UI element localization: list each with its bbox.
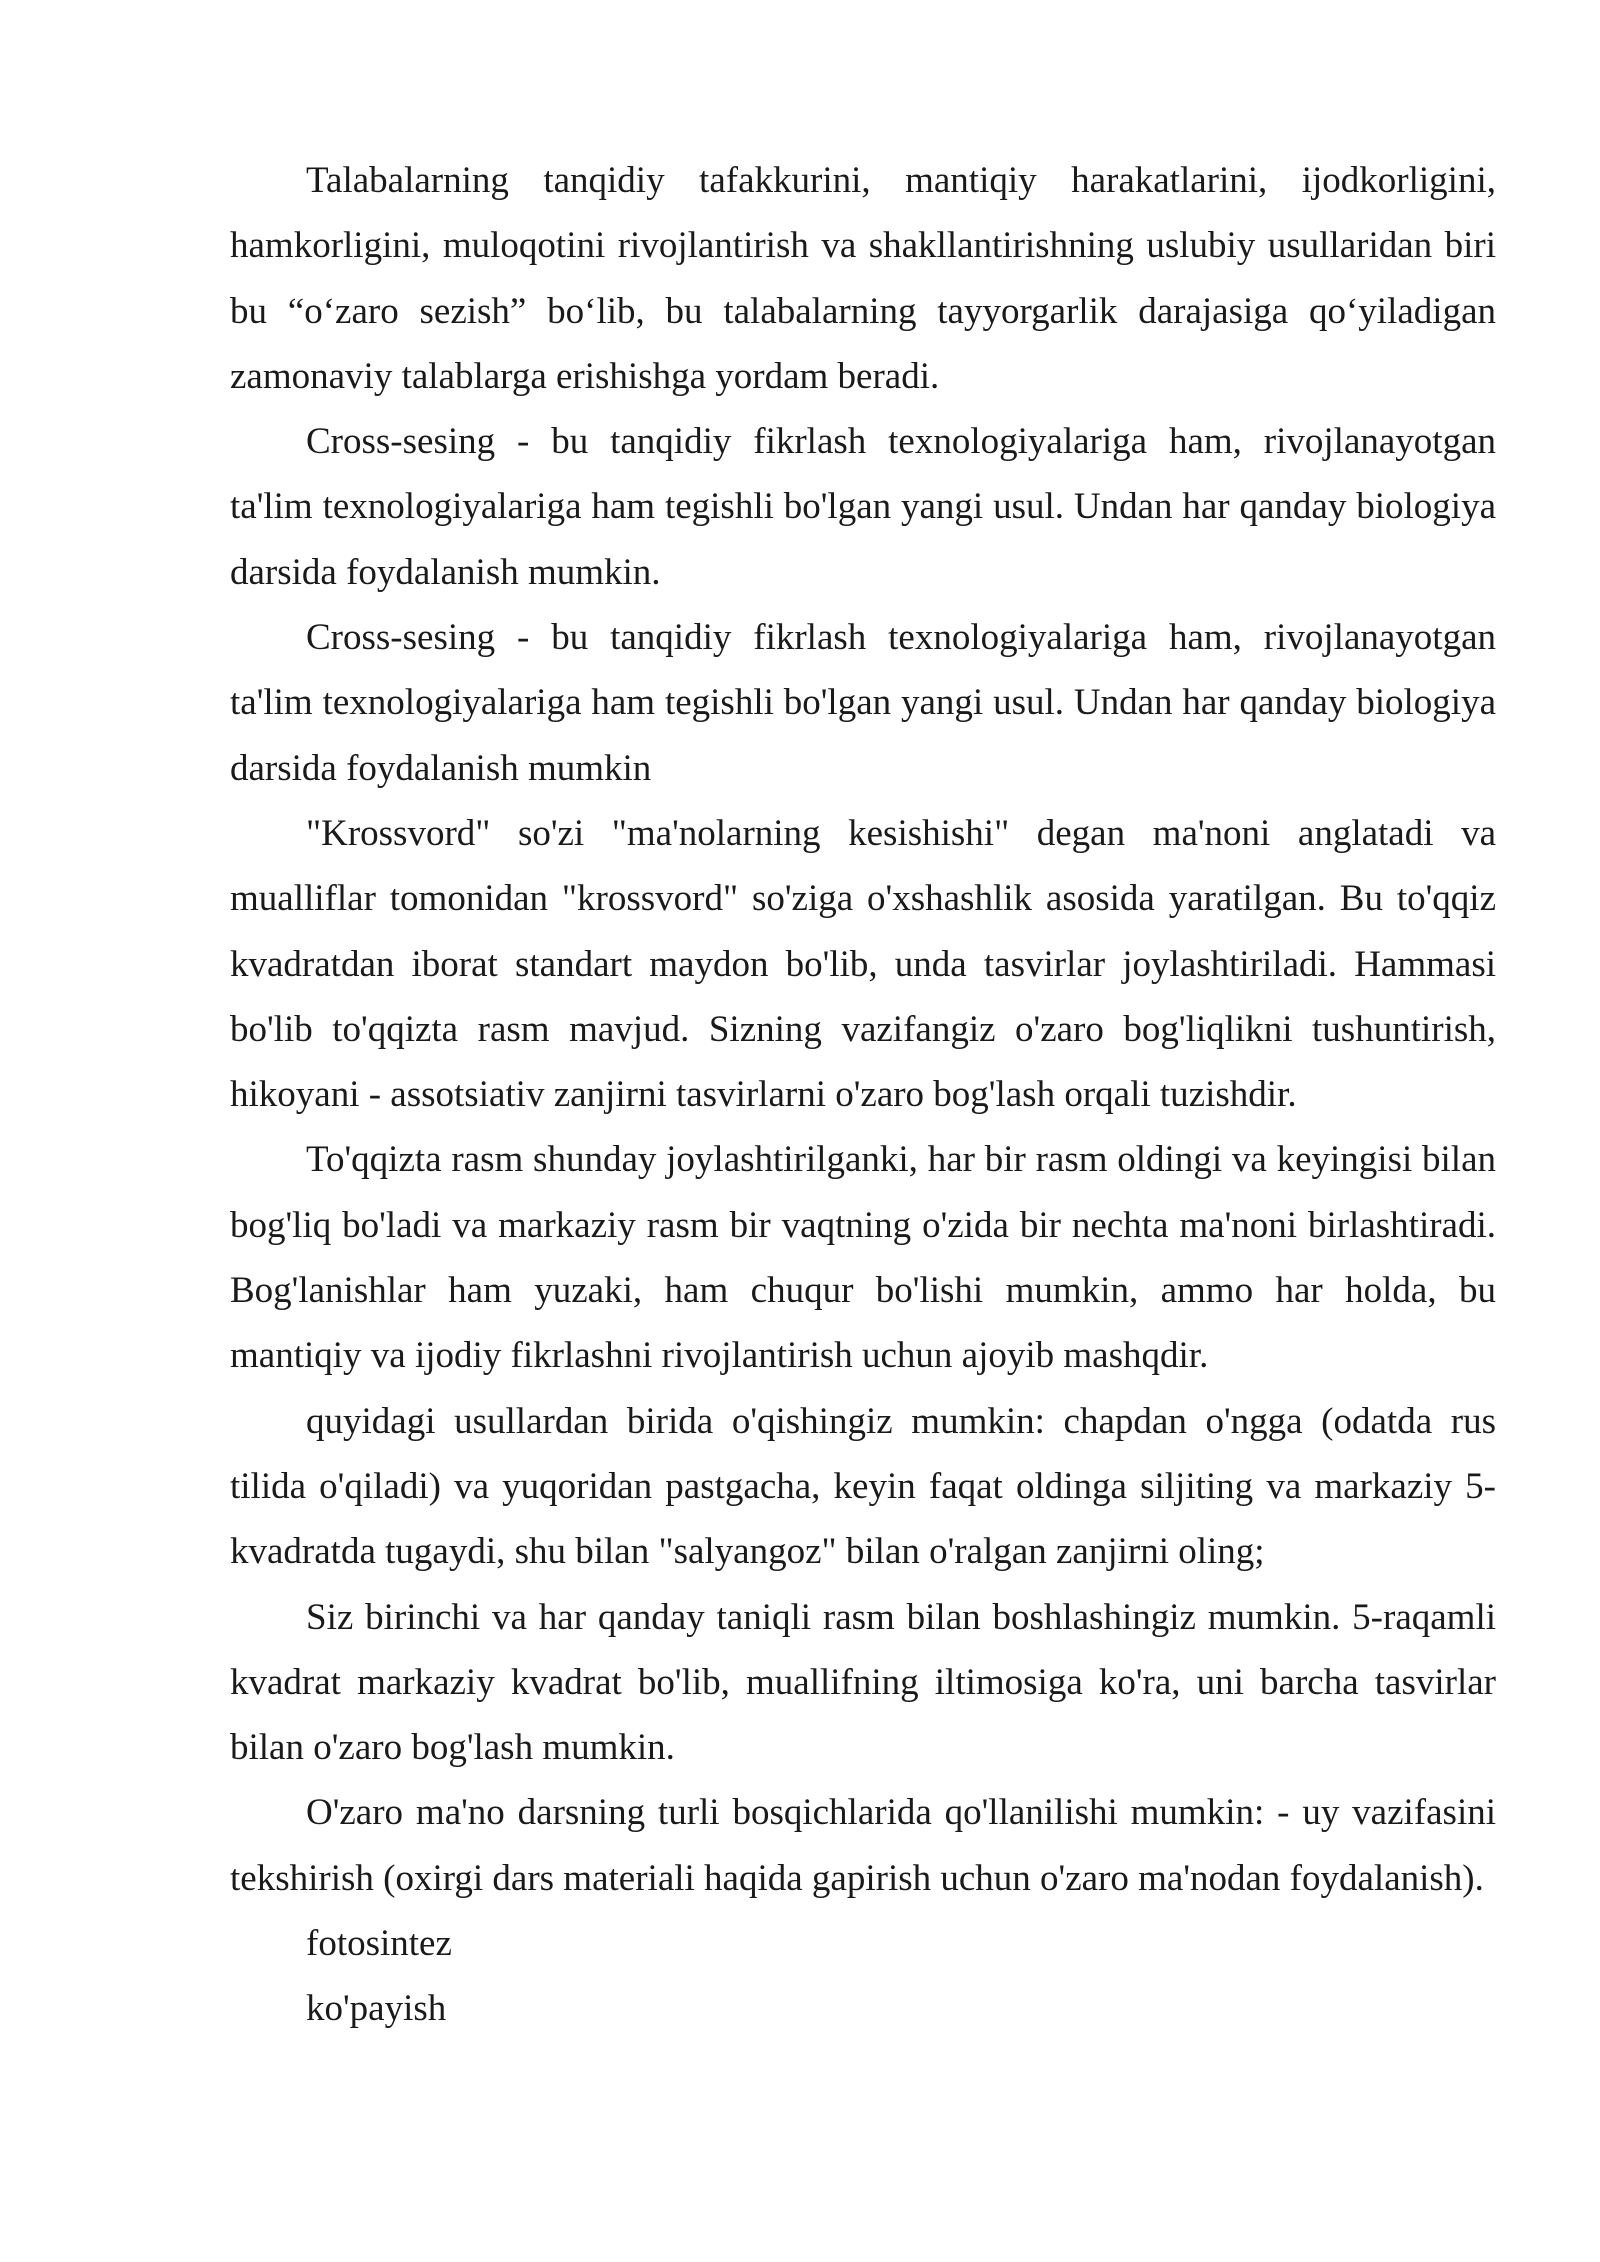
- paragraph-cross-sesing-1: Cross-sesing - bu tanqidiy fikrlash texnologiyalariga ham, rivojlanayotgan ta'lim texnologiyalariga ham tegishli bo'lgan yangi usul. Undan har qanday biologiya darsida foydalanish mumkin.: [230, 421, 1496, 593]
- list-item-kopayish: ko'payish: [306, 1988, 447, 2030]
- paragraph-toqqizta-rasm: To'qqizta rasm shunday joylashtirilganki, har bir rasm oldingi va keyingisi bilan bog'liq bo'ladi va markaziy rasm bir vaqtning o'zida bir nechta ma'noni birlashtiradi. Bog'lanishlar ham yuzaki, ham chuqur bo'lishi mumkin, ammo har holda, bu mantiqiy va ijodiy fikrlashni rivojlantirish uchun ajoyib mashqdir.: [230, 1139, 1496, 1377]
- paragraph-oʻzaro-sezish-intro: Talabalarning tanqidiy tafakkurini, mantiqiy harakatlarini, ijodkorligini, hamkorligini, muloqotini rivojlantirish va shakllantirishning uslubiy usullaridan biri bu “oʻzaro sezish” boʻlib, bu talabalarning tayyorgarlik darajasiga qoʻyiladigan zamonaviy talablarga erishishga yordam beradi.: [230, 160, 1496, 397]
- document-body: [230, 148, 1496, 2042]
- paragraph-reading-order: quyidagi usullardan birida o'qishingiz mumkin: chapdan o'ngga (odatda rus tilida o'qiladi) va yuqoridan pastgacha, keyin faqat oldinga siljiting va markaziy 5-kvadratda tugaydi, shu bilan "salyangoz" bilan o'ralgan zanjirni oling;: [230, 1400, 1496, 1573]
- paragraph-lesson-stages: O'zaro ma'no darsning turli bosqichlarida qo'llanilishi mumkin: - uy vazifasini tekshirish (oxirgi dars materiali haqida gapirish uchun o'zaro ma'nodan foydalanish).: [230, 1792, 1496, 1899]
- paragraph-cross-sesing-2: Cross-sesing - bu tanqidiy fikrlash texnologiyalariga ham, rivojlanayotgan ta'lim texnologiyalariga ham tegishli bo'lgan yangi usul. Undan har qanday biologiya darsida foydalanish mumkin: [230, 617, 1496, 789]
- list-item-fotosintez: fotosintez: [306, 1923, 452, 1965]
- paragraph-krossvord: "Krossvord" so'zi "ma'nolarning kesishishi" degan ma'noni anglatadi va mualliflar tomonidan "krossvord" so'ziga o'xshashlik asosida yaratilgan. Bu to'qqiz kvadratdan iborat standart maydon bo'lib, unda tasvirlar joylashtiriladi. Hammasi bo'lib to'qqizta rasm mavjud. Sizning vazifangiz o'zaro bog'liqlikni tushuntirish, hikoyani - assotsiativ zanjirni tasvirlarni o'zaro bog'lash orqali tuzishdir.: [230, 812, 1496, 1116]
- paragraph-start-anywhere: Siz birinchi va har qanday taniqli rasm bilan boshlashingiz mumkin. 5-raqamli kvadrat markaziy kvadrat bo'lib, muallifning iltimosiga ko'ra, uni barcha tasvirlar bilan o'zaro bog'lash mumkin.: [230, 1596, 1496, 1769]
